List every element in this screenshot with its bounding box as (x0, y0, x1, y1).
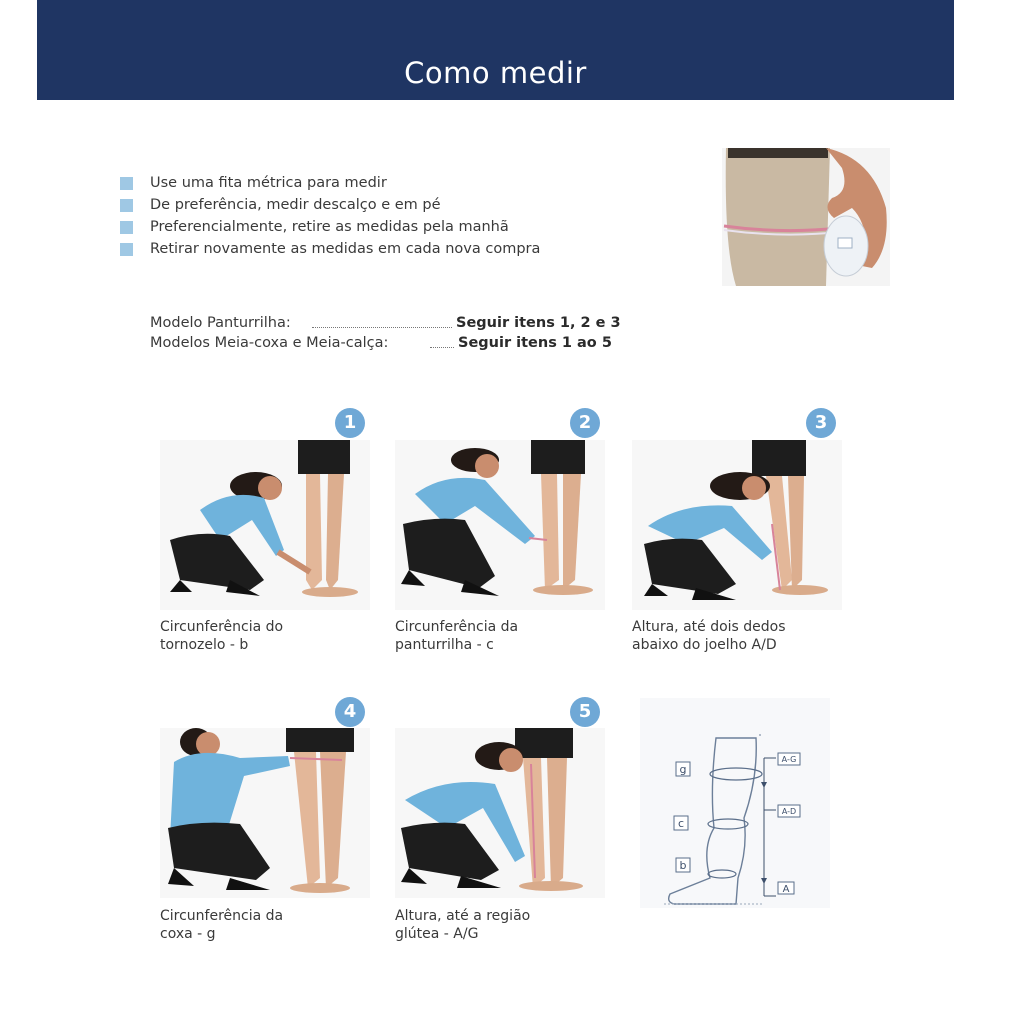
caption-line: Altura, até a região (395, 908, 531, 924)
diagram-label-c: c (677, 817, 685, 830)
diagram-label-g: g (679, 763, 687, 776)
caption-line: abaixo do joelho A/D (632, 637, 777, 653)
step-5-photo (395, 728, 605, 898)
caption-line: Circunferência da (395, 619, 519, 635)
diagram-label-b: b (679, 859, 687, 872)
step-number-badge: 1 (335, 408, 365, 438)
tip-text: Use uma fita métrica para medir (150, 175, 387, 191)
step-number-badge: 4 (335, 697, 365, 727)
caption-line: panturrilha - c (395, 637, 494, 653)
step-number-badge: 3 (806, 408, 836, 438)
model-rule: Seguir itens 1, 2 e 3 (456, 315, 621, 331)
step-4-photo (160, 728, 370, 898)
caption-line: coxa - g (160, 926, 216, 942)
step-1-photo (160, 440, 370, 610)
list-item (120, 216, 540, 238)
step-3-photo (632, 440, 842, 610)
step-2-photo (395, 440, 605, 610)
tip-text: De preferência, medir descalço e em pé (150, 197, 441, 213)
diagram-label-ad: A-D (781, 807, 797, 816)
square-bullet-icon (120, 199, 133, 212)
caption-line: Altura, até dois dedos (632, 619, 786, 635)
tips-list (120, 172, 540, 260)
step-number-badge: 5 (570, 697, 600, 727)
list-item (120, 194, 540, 216)
square-bullet-icon (120, 177, 133, 190)
model-label: Modelo Panturrilha: (150, 315, 291, 331)
tip-text: Retirar novamente as medidas em cada nova compra (150, 241, 541, 257)
list-item (120, 172, 540, 194)
diagram-label-a: A (782, 884, 790, 895)
leg-measurement-diagram (640, 698, 830, 908)
caption-line: Circunferência da (160, 908, 284, 924)
dotted-leader (430, 347, 454, 348)
dotted-leader (312, 327, 452, 328)
step-caption (395, 907, 530, 943)
caption-line: tornozelo - b (160, 637, 249, 653)
measuring-tape-photo (722, 148, 890, 286)
list-item (120, 238, 540, 260)
header-banner (37, 0, 954, 100)
square-bullet-icon (120, 243, 133, 256)
step-caption (160, 907, 283, 943)
page-title: Como medir (404, 56, 587, 90)
step-caption (160, 618, 283, 654)
caption-line: Circunferência do (160, 619, 284, 635)
step-caption (395, 618, 518, 654)
square-bullet-icon (120, 221, 133, 234)
model-label: Modelos Meia-coxa e Meia-calça: (150, 335, 389, 351)
model-rule: Seguir itens 1 ao 5 (458, 335, 612, 351)
tip-text: Preferencialmente, retire as medidas pela manhã (150, 219, 509, 235)
diagram-label-ag: A-G (781, 755, 797, 764)
step-caption (632, 618, 786, 654)
step-number-badge: 2 (570, 408, 600, 438)
caption-line: glútea - A/G (395, 926, 479, 942)
